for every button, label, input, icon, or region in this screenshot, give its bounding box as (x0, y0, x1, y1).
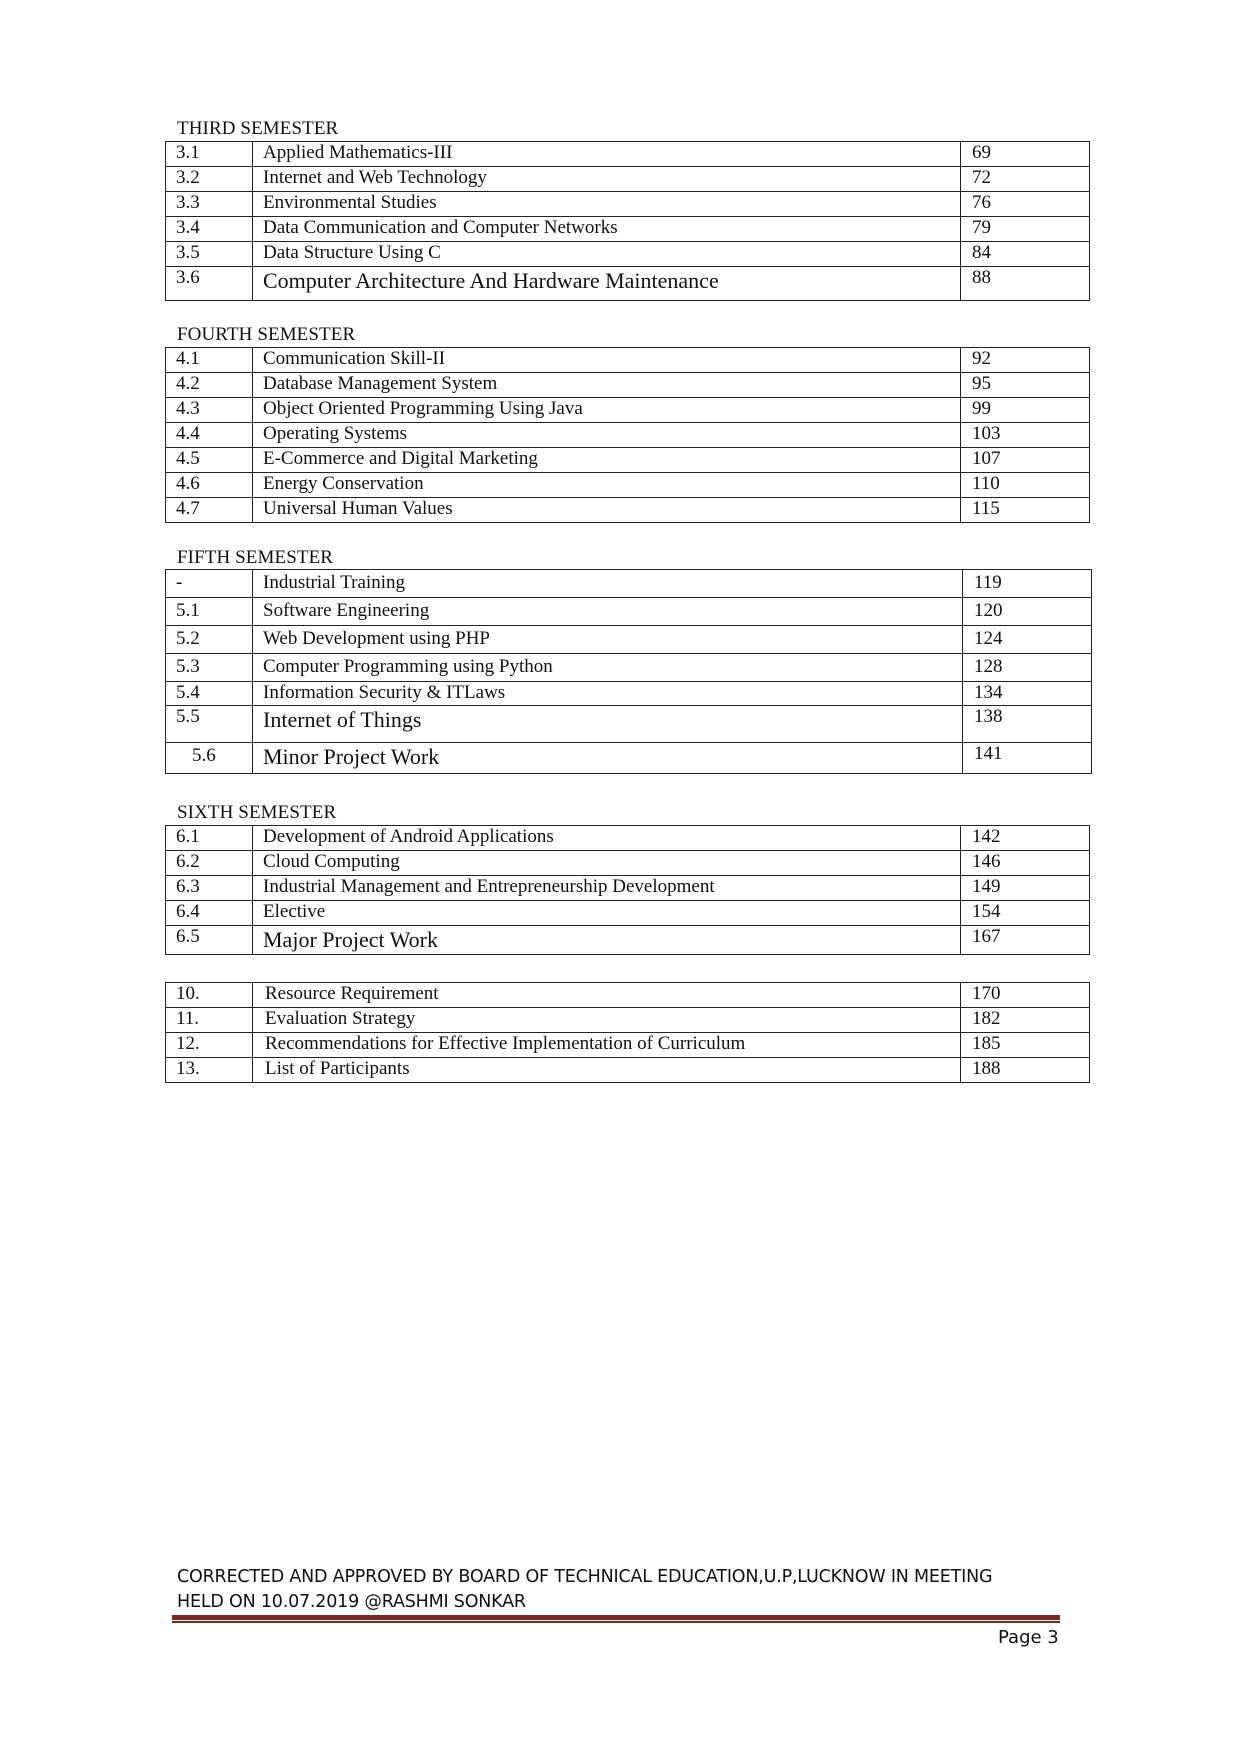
item-page: 142 (961, 826, 1090, 851)
item-title: Evaluation Strategy (253, 1008, 961, 1033)
third-semester-table (165, 141, 1090, 301)
item-page: 128 (963, 654, 1092, 682)
item-page: 134 (963, 682, 1092, 706)
item-page: 188 (961, 1058, 1090, 1083)
table-row (166, 851, 1090, 876)
table-row (166, 926, 1090, 955)
appendix-table (165, 982, 1090, 1083)
sixth-semester-heading: SIXTH SEMESTER (177, 802, 337, 823)
fourth-semester-table (165, 347, 1090, 523)
table-row (166, 373, 1090, 398)
item-page: 119 (963, 570, 1092, 598)
item-title: Resource Requirement (253, 983, 961, 1008)
table-row (166, 826, 1090, 851)
item-number: 13. (166, 1058, 253, 1083)
item-title: Computer Architecture And Hardware Maintenance (253, 267, 961, 301)
item-page: 182 (961, 1008, 1090, 1033)
item-number: 5.6 (166, 743, 253, 774)
item-number: 6.1 (166, 826, 253, 851)
item-number: 4.3 (166, 398, 253, 423)
item-number: - (166, 570, 253, 598)
item-page: 115 (961, 498, 1090, 523)
item-number: 6.2 (166, 851, 253, 876)
item-number: 5.1 (166, 598, 253, 626)
table-row (166, 423, 1090, 448)
item-page: 69 (961, 142, 1090, 167)
table-row (166, 448, 1090, 473)
item-title: Information Security & ITLaws (253, 682, 963, 706)
table-row (166, 743, 1092, 774)
item-title: Internet and Web Technology (253, 167, 961, 192)
item-number: 10. (166, 983, 253, 1008)
item-title: Industrial Training (253, 570, 963, 598)
item-page: 99 (961, 398, 1090, 423)
table-row (166, 498, 1090, 523)
item-number: 5.4 (166, 682, 253, 706)
table-row (166, 598, 1092, 626)
item-number: 3.4 (166, 217, 253, 242)
item-title: E-Commerce and Digital Marketing (253, 448, 961, 473)
item-title: Industrial Management and Entrepreneurship Development (253, 876, 961, 901)
item-title: Object Oriented Programming Using Java (253, 398, 961, 423)
item-title: List of Participants (253, 1058, 961, 1083)
fifth-semester-heading: FIFTH SEMESTER (177, 547, 334, 568)
item-page: 84 (961, 242, 1090, 267)
table-row (166, 901, 1090, 926)
item-title: Major Project Work (253, 926, 961, 955)
item-title: Web Development using PHP (253, 626, 963, 654)
item-number: 3.6 (166, 267, 253, 301)
page-number: Page 3 (998, 1627, 1059, 1648)
item-page: 138 (963, 706, 1092, 743)
third-semester-heading: THIRD SEMESTER (177, 118, 339, 139)
item-page: 120 (963, 598, 1092, 626)
item-page: 167 (961, 926, 1090, 955)
item-number: 6.5 (166, 926, 253, 955)
table-row (166, 473, 1090, 498)
fifth-semester-table (165, 569, 1092, 774)
footer-rule-thin (172, 1621, 1060, 1623)
item-page: 103 (961, 423, 1090, 448)
item-page: 170 (961, 983, 1090, 1008)
table-row (166, 654, 1092, 682)
item-title: Computer Programming using Python (253, 654, 963, 682)
table-row (166, 142, 1090, 167)
item-page: 76 (961, 192, 1090, 217)
table-row (166, 876, 1090, 901)
item-title: Elective (253, 901, 961, 926)
item-number: 4.7 (166, 498, 253, 523)
item-page: 79 (961, 217, 1090, 242)
item-number: 3.2 (166, 167, 253, 192)
item-number: 11. (166, 1008, 253, 1033)
item-title: Communication Skill-II (253, 348, 961, 373)
item-number: 4.2 (166, 373, 253, 398)
item-title: Universal Human Values (253, 498, 961, 523)
item-number: 3.3 (166, 192, 253, 217)
item-number: 3.5 (166, 242, 253, 267)
item-title: Environmental Studies (253, 192, 961, 217)
item-number: 4.5 (166, 448, 253, 473)
item-page: 124 (963, 626, 1092, 654)
table-row (166, 1058, 1090, 1083)
table-row (166, 983, 1090, 1008)
item-page: 149 (961, 876, 1090, 901)
item-page: 154 (961, 901, 1090, 926)
item-title: Applied Mathematics-III (253, 142, 961, 167)
table-row (166, 570, 1092, 598)
item-number: 3.1 (166, 142, 253, 167)
item-number: 6.3 (166, 876, 253, 901)
sixth-semester-table (165, 825, 1090, 955)
item-page: 146 (961, 851, 1090, 876)
item-number: 5.3 (166, 654, 253, 682)
item-number: 12. (166, 1033, 253, 1058)
item-number: 6.4 (166, 901, 253, 926)
item-title: Recommendations for Effective Implementation of Curriculum (253, 1033, 961, 1058)
table-row (166, 682, 1092, 706)
item-title: Minor Project Work (253, 743, 963, 774)
table-row (166, 398, 1090, 423)
item-number: 5.5 (166, 706, 253, 743)
item-page: 107 (961, 448, 1090, 473)
item-title: Database Management System (253, 373, 961, 398)
item-page: 95 (961, 373, 1090, 398)
item-title: Data Communication and Computer Networks (253, 217, 961, 242)
footer-approval-note (177, 1565, 992, 1615)
table-row (166, 706, 1092, 743)
item-page: 92 (961, 348, 1090, 373)
item-number: 4.1 (166, 348, 253, 373)
item-page: 88 (961, 267, 1090, 301)
table-row (166, 217, 1090, 242)
item-title: Development of Android Applications (253, 826, 961, 851)
item-page: 110 (961, 473, 1090, 498)
item-page: 72 (961, 167, 1090, 192)
item-title: Internet of Things (253, 706, 963, 743)
item-title: Cloud Computing (253, 851, 961, 876)
table-row (166, 267, 1090, 301)
footer-line-1: CORRECTED AND APPROVED BY BOARD OF TECHNICAL EDUCATION,U.P,LUCKNOW IN MEETING (177, 1567, 993, 1587)
item-number: 4.6 (166, 473, 253, 498)
table-row (166, 1033, 1090, 1058)
item-number: 4.4 (166, 423, 253, 448)
table-row (166, 167, 1090, 192)
item-title: Data Structure Using C (253, 242, 961, 267)
fourth-semester-heading: FOURTH SEMESTER (177, 324, 356, 345)
item-title: Software Engineering (253, 598, 963, 626)
table-row (166, 192, 1090, 217)
table-row (166, 626, 1092, 654)
item-title: Operating Systems (253, 423, 961, 448)
table-row (166, 348, 1090, 373)
table-row (166, 242, 1090, 267)
item-page: 185 (961, 1033, 1090, 1058)
footer-line-2: HELD ON 10.07.2019 @RASHMI SONKAR (177, 1592, 526, 1612)
item-title: Energy Conservation (253, 473, 961, 498)
item-number: 5.2 (166, 626, 253, 654)
footer-rule-thick (172, 1615, 1060, 1620)
table-row (166, 1008, 1090, 1033)
item-page: 141 (963, 743, 1092, 774)
